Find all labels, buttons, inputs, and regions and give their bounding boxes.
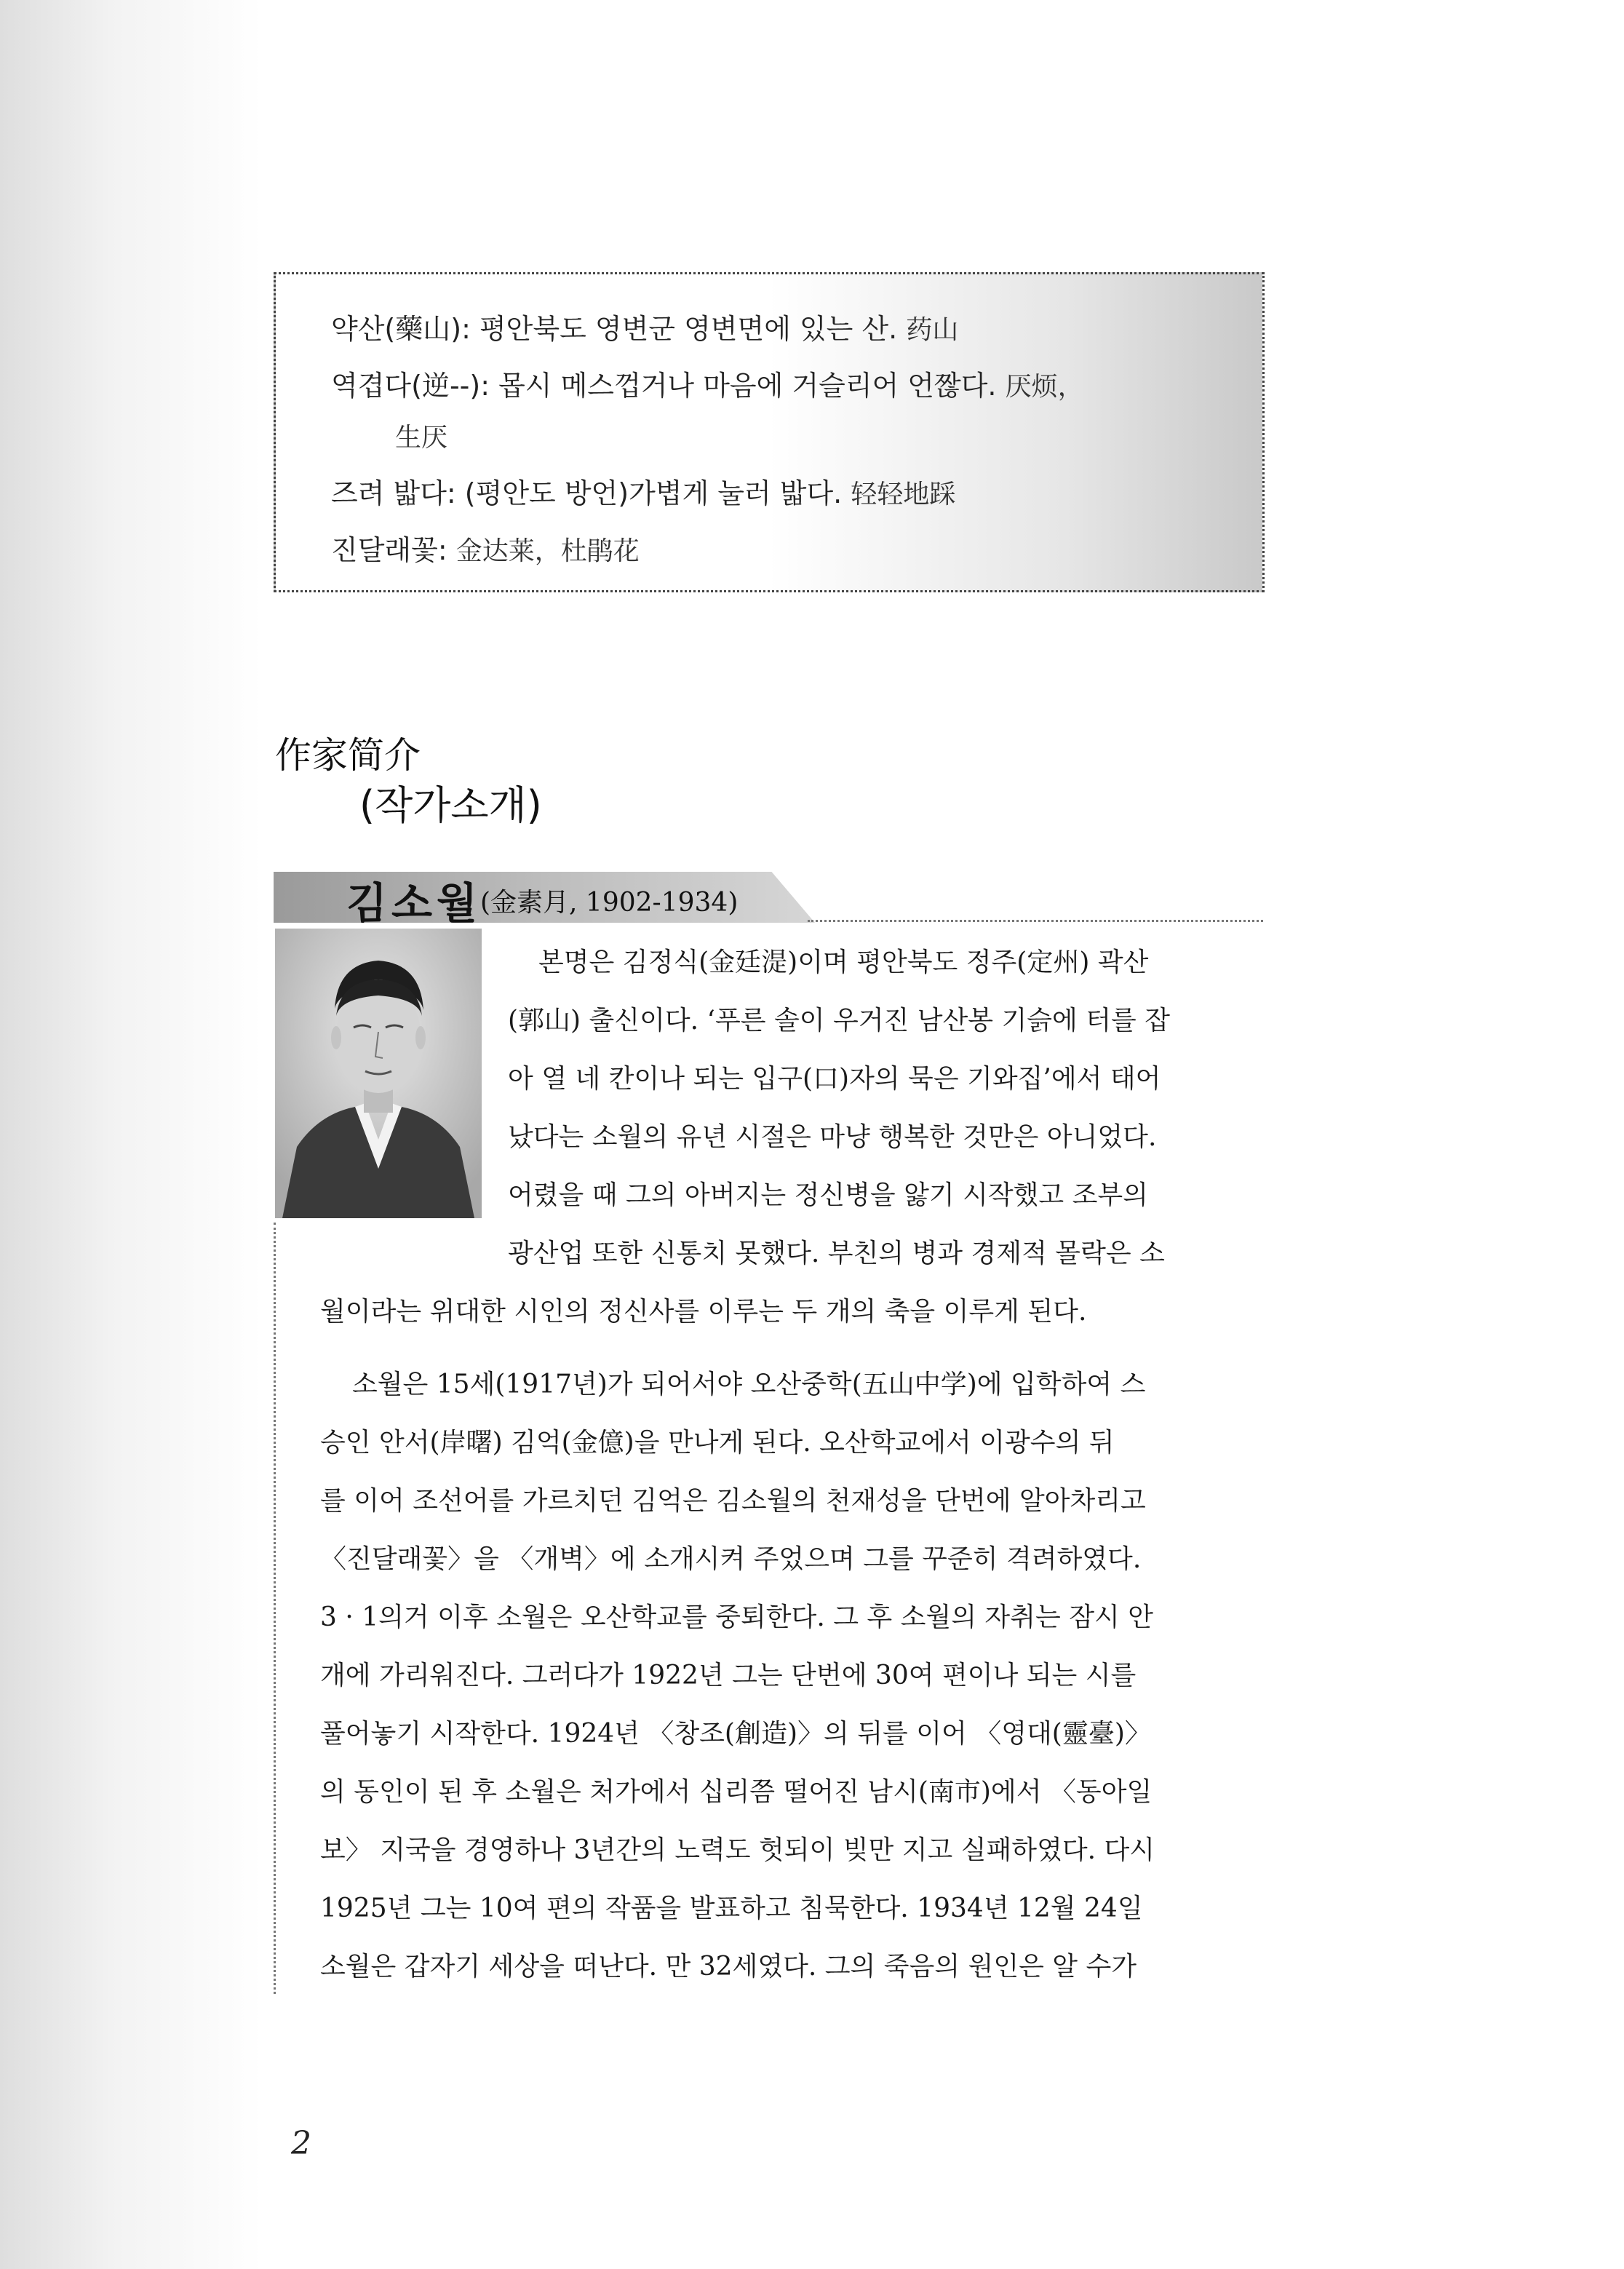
body-line: 아 열 네 칸이나 되는 입구(口)자의 묵은 기와집’에서 태어 (508, 1064, 1161, 1094)
author-portrait (275, 929, 482, 1218)
vocab-chinese: 生厌 (395, 423, 448, 453)
body-line: 3 · 1의거 이후 소월은 오산학교를 중퇴한다. 그 후 소월의 자취는 잠시 안 (320, 1602, 1153, 1632)
vocab-chinese: 金达莱，杜鹃花 (455, 536, 640, 566)
dotted-margin-rule (274, 1223, 276, 1994)
author-name: 김소월 (346, 878, 482, 928)
portrait-drawing (275, 929, 482, 1218)
body-line: 소월은 갑자기 세상을 떠난다. 만 32세였다. 그의 죽음의 원인은 알 수가 (320, 1952, 1137, 1982)
vocabulary-box (274, 272, 1265, 592)
vocab-chinese: 厌烦， (1005, 372, 1084, 402)
body-line: 보〉 지국을 경영하나 3년간의 노력도 헛되이 빚만 지고 실패하였다. 다시 (320, 1835, 1155, 1865)
body-line: 광산업 또한 신통치 못했다. 부친의 병과 경제적 몰락은 소 (508, 1239, 1165, 1268)
page-number: 2 (291, 2125, 311, 2162)
dotted-divider (808, 920, 1263, 922)
body-line: 어렸을 때 그의 아버지는 정신병을 앓기 시작했고 조부의 (508, 1180, 1148, 1210)
vocab-entry (331, 363, 1084, 403)
body-line: 본명은 김정식(金廷湜)이며 평안북도 정주(定州) 곽산 (538, 947, 1149, 977)
vocab-entry (331, 306, 958, 346)
body-line: 를 이어 조선어를 가르치던 김억은 김소월의 천재성을 단번에 알아차리고 (320, 1486, 1146, 1516)
vocab-term: 즈려 밟다: (평안도 방언)가볍게 눌러 밟다. (331, 477, 843, 509)
body-line: 풀어놓기 시작한다. 1924년 〈창조(創造)〉의 뒤를 이어 〈영대(靈臺)〉 (320, 1719, 1151, 1749)
vocab-entry (331, 528, 640, 568)
author-dates: (金素月, 1902-1934) (480, 888, 739, 918)
body-line: 1925년 그는 10여 편의 작품을 발표하고 침묵한다. 1934년 12월 24일 (320, 1894, 1143, 1923)
body-line: (郭山) 출신이다. ‘푸른 솔이 우거진 남산봉 기슭에 터를 잡 (508, 1006, 1171, 1036)
body-line: 개에 가리워진다. 그러다가 1922년 그는 단번에 30여 편이나 되는 시를 (320, 1661, 1137, 1690)
section-title: 作家简介 (275, 734, 421, 776)
vocab-entry (331, 471, 955, 511)
vocab-chinese: 药山 (906, 315, 959, 345)
vocab-term: 역겹다(逆--): 몹시 메스껍거나 마음에 거슬리어 언짢다. (331, 370, 997, 402)
body-line: 의 동인이 된 후 소월은 처가에서 십리쯤 떨어진 남시(南市)에서 〈동아일 (320, 1777, 1153, 1807)
vocab-term: 약산(藥山): 평안북도 영변군 영변면에 있는 산. (331, 313, 898, 345)
section-subtitle: (작가소개) (359, 782, 542, 828)
body-line: 났다는 소월의 유년 시절은 마냥 행복한 것만은 아니었다. (508, 1122, 1157, 1152)
vocab-chinese: 轻轻地踩 (851, 480, 956, 509)
body-line: 월이라는 위대한 시인의 정신사를 이루는 두 개의 축을 이루게 된다. (320, 1297, 1087, 1327)
body-line: 승인 안서(岸曙) 김억(金億)을 만나게 된다. 오산학교에서 이광수의 뒤 (320, 1428, 1115, 1458)
body-line: 소월은 15세(1917년)가 되어서야 오산중학(五山中学)에 입학하여 스 (352, 1370, 1146, 1399)
vocab-entry-continuation (395, 417, 447, 454)
vocab-term: 진달래꽃: (331, 534, 447, 566)
body-line: 〈진달래꽃〉을 〈개벽〉에 소개시켜 주었으며 그를 꾸준히 격려하였다. (320, 1544, 1142, 1574)
